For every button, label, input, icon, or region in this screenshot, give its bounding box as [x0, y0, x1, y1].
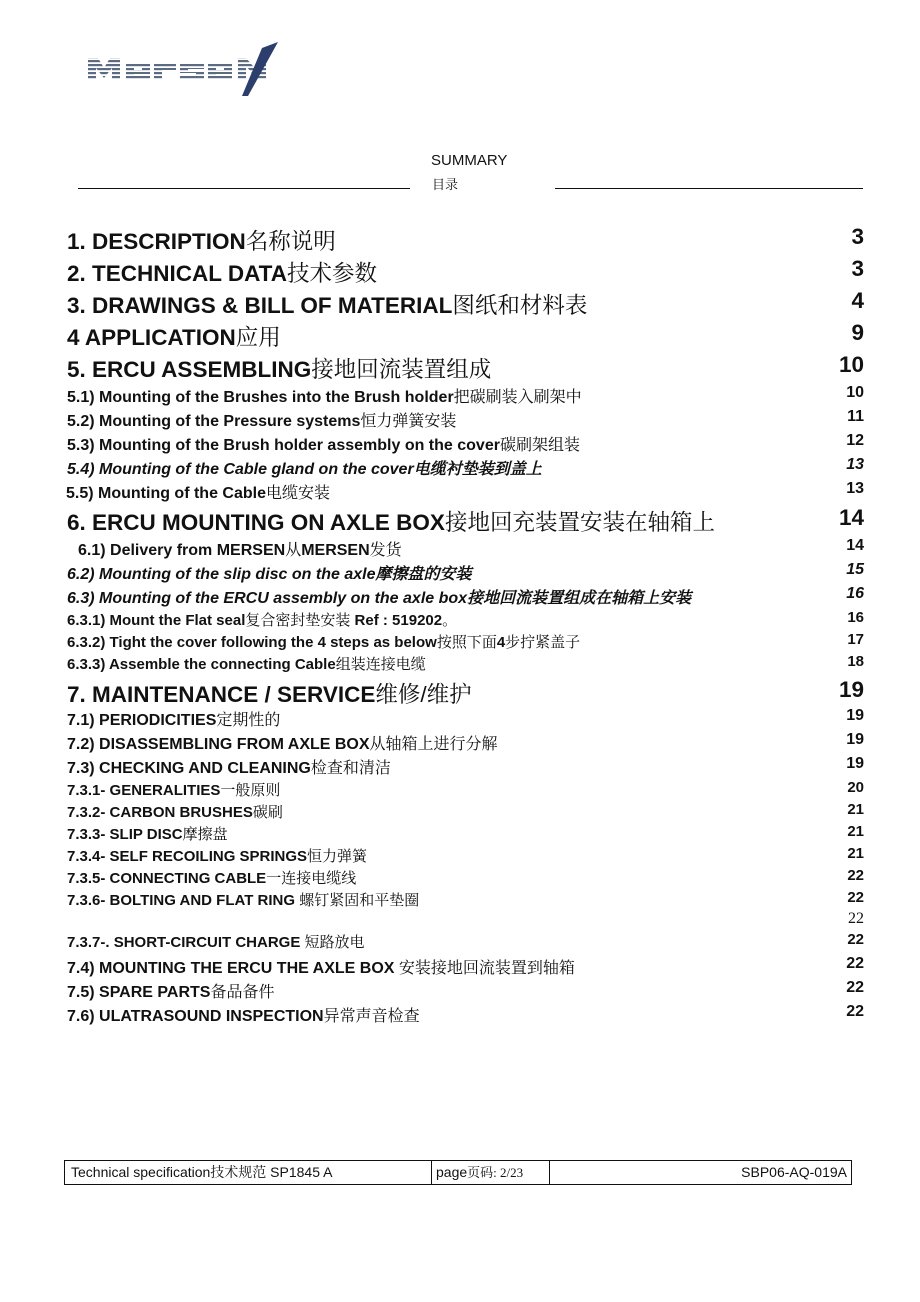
toc-entry-title: [67, 585, 691, 608]
toc-entry-page: 3: [851, 224, 864, 249]
toc-entry-title-en: 7.5) SPARE PARTS: [67, 984, 211, 1001]
toc-entry-page: 17: [847, 631, 864, 648]
toc-entry-title-en: 6. ERCU MOUNTING ON AXLE BOX: [67, 510, 445, 535]
toc-entry-page: 14: [838, 505, 864, 530]
toc-entry-title-en: MERSEN: [301, 542, 370, 559]
toc-entry-title-en: 7.3.4- SELF RECOILING SPRINGS: [67, 848, 308, 865]
toc-entry-title: [67, 955, 575, 978]
toc-entry-page: 16: [846, 585, 864, 602]
toc-entry-title-en: 5.4) Mounting of the Cable gland on the cover: [67, 461, 414, 478]
toc-entry-title: [67, 384, 582, 407]
toc-entry-title-en: 7. MAINTENANCE / SERVICE: [67, 682, 376, 707]
toc-entry-title-zh: 碳刷: [252, 804, 283, 821]
toc-entry-title-zh: 接地回充装置安装在轴箱上: [444, 510, 715, 535]
toc-entry-page: 22: [846, 1003, 864, 1020]
toc-entry-title-en: 5.3) Mounting of the Brush holder assembly on the cover: [67, 437, 500, 454]
toc-entry-title-zh: 定期性的: [216, 712, 281, 729]
toc-entry-title: [66, 480, 330, 503]
toc-entry-title-en: 6.3.1) Mount the Flat seal: [67, 612, 246, 629]
toc-entry-title-zh: 安装接地回流装置到轴箱: [398, 960, 575, 977]
toc-entry-title-zh: 碳刷架组装: [499, 437, 580, 454]
toc-entry-title-zh: 一连接电缆线: [266, 870, 357, 887]
toc-entry-title-zh: 按照下面: [436, 634, 497, 651]
toc-entry-title: [67, 1003, 420, 1026]
toc-entry-title-zh: 发货: [369, 542, 402, 559]
footer-page-en: page: [436, 1164, 468, 1180]
toc-entry-title: [67, 408, 456, 431]
toc-entry-title: [67, 677, 472, 709]
toc-entry-title-zh: 图纸和材料表: [452, 293, 588, 318]
toc-entry-title-en: 5. ERCU ASSEMBLING: [67, 357, 312, 382]
stray-page-number: 22: [848, 910, 864, 927]
toc-entry-title-en: 6.3) Mounting of the ERCU assembly on the axle box: [67, 590, 468, 607]
toc-entry-page: 18: [847, 653, 864, 670]
toc-entry-page: 19: [846, 707, 864, 724]
footer-spec-code: SP1845 A: [266, 1164, 333, 1180]
toc-entry-title-zh: 组装连接电缆: [335, 656, 426, 673]
toc-entry-title-en: 4 APPLICATION: [67, 325, 236, 350]
footer-page-zh: 页码: [467, 1165, 494, 1180]
toc-entry-title-zh: 接地回流装置组成: [311, 357, 492, 382]
toc-entry-title: [67, 631, 580, 652]
toc-entry-title-en: 6.2) Mounting of the slip disc on the axle: [67, 566, 376, 583]
toc-entry-page: 22: [846, 979, 864, 996]
toc-entry-title: [78, 537, 402, 560]
toc-entry-title-en: 7.3.7-. SHORT-CIRCUIT CHARGE: [67, 934, 305, 951]
toc-entry-page: 12: [846, 432, 864, 449]
toc-entry-title-zh: 复合密封垫安装: [245, 612, 351, 629]
toc-entry-title-zh: 步拧紧盖子: [505, 634, 581, 651]
toc-entry-page: 22: [847, 931, 864, 948]
footer-spec-zh: 技术规范: [210, 1164, 267, 1180]
toc-entry-title-zh: 。: [442, 612, 458, 629]
toc-entry-title-en: 7.1) PERIODICITIES: [67, 712, 217, 729]
toc-entry-title-en: 6.1) Delivery from MERSEN: [78, 542, 286, 559]
toc-entry-page: 21: [847, 823, 864, 840]
toc-entry-page: 21: [847, 845, 864, 862]
toc-entry-title-en: 7.6) ULATRASOUND INSPECTION: [67, 1008, 324, 1025]
toc-entry-title-zh: 名称说明: [245, 229, 336, 254]
toc-entry-page: 20: [847, 779, 864, 796]
toc-entry-title: [67, 224, 336, 256]
toc-entry-title-en: 7.2) DISASSEMBLING FROM AXLE BOX: [67, 736, 370, 753]
toc-entry-page: 13: [846, 456, 864, 473]
toc-entry-title-zh: 接地回流装置组成在轴箱上安装: [467, 590, 692, 607]
toc-entry-title-en: 4: [496, 634, 506, 651]
toc-entry-title-en: 7.4) MOUNTING THE ERCU THE AXLE BOX: [67, 960, 399, 977]
toc-entry-title-zh: 备品备件: [210, 984, 275, 1001]
toc-entry-page: 15: [846, 561, 864, 578]
toc-entry-page: 21: [847, 801, 864, 818]
toc-entry-page: 22: [847, 867, 864, 884]
toc-entry-title-zh: 摩擦盘的安装: [375, 566, 472, 583]
toc-entry-title-en: 6.3.3) Assemble the connecting Cable: [67, 656, 336, 673]
toc-entry-title: [67, 432, 580, 455]
toc-entry-page: 13: [846, 480, 864, 497]
toc-entry-title-en: 5.1) Mounting of the Brushes into the Brush holder: [67, 389, 454, 406]
toc-entry-title-zh: 摩擦盘: [182, 826, 228, 843]
footer-page-num: : 2/23: [493, 1165, 524, 1180]
toc-entry-page: 22: [846, 955, 864, 972]
toc-entry-title-en: 7.3.5- CONNECTING CABLE: [67, 870, 267, 887]
toc-entry-title: [67, 779, 280, 800]
toc-entry-title: [67, 931, 365, 952]
toc-entry-title-zh: 恒力弹簧: [307, 848, 368, 865]
toc-entry-page: 19: [846, 755, 864, 772]
toc-entry-title-en: 7.3.3- SLIP DISC: [67, 826, 183, 843]
toc-entry-title: [67, 456, 542, 479]
toc-entry-title-en: 7.3) CHECKING AND CLEANING: [67, 760, 311, 777]
toc-entry-title-en: 1. DESCRIPTION: [67, 229, 246, 254]
toc-entry-title: [67, 731, 498, 754]
toc-entry-title: [67, 561, 471, 584]
toc-entry-page: 10: [846, 384, 864, 401]
toc-entry-title-en: 5.5) Mounting of the Cable: [66, 485, 266, 502]
page-footer: [64, 1160, 852, 1185]
toc-entry-title-zh: 维修/维护: [375, 682, 472, 707]
toc-entry-title-zh: 螺钉紧固和平垫圈: [299, 892, 420, 909]
toc-entry-title-zh: 异常声音检查: [323, 1008, 420, 1025]
toc-entry-page: 10: [838, 352, 864, 377]
toc-entry-title: [67, 352, 491, 384]
toc-entry-title-en: 5.2) Mounting of the Pressure systems: [67, 413, 361, 430]
toc-entry-title: [67, 889, 419, 910]
summary-subtitle: 目录: [432, 177, 459, 192]
toc-entry-title: [67, 653, 426, 674]
toc-entry-title-zh: 检查和清洁: [310, 760, 391, 777]
toc-entry-title-en: Ref : 519202: [350, 612, 443, 629]
toc-entry-title: [67, 979, 274, 1002]
toc-entry-title: [67, 823, 228, 844]
toc-entry-page: 14: [846, 537, 864, 554]
toc-entry-title-zh: 从: [285, 542, 302, 559]
footer-doc-ref: SBP06-AQ-019A: [741, 1164, 847, 1180]
toc-entry-title-en: 7.3.2- CARBON BRUSHES: [67, 804, 253, 821]
toc-entry-page: 19: [846, 731, 864, 748]
toc-entry-page: 22: [847, 889, 864, 906]
toc-entry-title-zh: 从轴箱上进行分解: [369, 736, 498, 753]
toc-entry-title-zh: 技术参数: [287, 261, 378, 286]
summary-title: SUMMARY: [431, 152, 508, 169]
toc-entry-title-zh: 应用: [235, 325, 281, 350]
toc-entry-title-zh: 恒力弹簧安装: [360, 413, 457, 430]
toc-entry-page: 4: [851, 288, 864, 313]
toc-entry-title-en: 3. DRAWINGS & BILL OF MATERIAL: [67, 293, 453, 318]
toc-entry-title: [67, 288, 587, 320]
toc-entry-title: [67, 320, 281, 352]
toc-entry-title-zh: 电缆安装: [266, 485, 331, 502]
toc-entry-title-en: 2. TECHNICAL DATA: [67, 261, 288, 286]
toc-entry-title: [67, 867, 356, 888]
toc-entry-title: [67, 609, 457, 630]
toc-entry-title: [67, 707, 280, 730]
toc-entry-page: 3: [851, 256, 864, 281]
toc-entry-page: 9: [851, 320, 864, 345]
toc-entry-page: 11: [847, 408, 864, 425]
toc-entry-title-en: 6.3.2) Tight the cover following the 4 steps as below: [67, 634, 437, 651]
toc-entry-title-zh: 电缆衬垫装到盖上: [413, 461, 542, 478]
toc-entry-title-zh: 一般原则: [220, 782, 281, 799]
toc-entry-page: 16: [847, 609, 864, 626]
toc-entry-title: [67, 845, 367, 866]
toc-entry-title-en: 7.3.6- BOLTING AND FLAT RING: [67, 892, 300, 909]
toc-entry-title-en: 7.3.1- GENERALITIES: [67, 782, 221, 799]
toc-entry-title: [67, 801, 283, 822]
toc-entry-title: [67, 505, 715, 537]
toc-entry-title: [67, 755, 391, 778]
toc-entry-title: [67, 256, 377, 288]
footer-spec-en: Technical specification: [71, 1164, 211, 1180]
footer-spec-cell: [65, 1161, 432, 1184]
toc-entry-title-zh: 短路放电: [304, 934, 365, 951]
footer-page-cell: [432, 1161, 550, 1184]
toc-entry-title-zh: 把碳刷装入刷架中: [453, 389, 582, 406]
toc-entry-page: 19: [838, 677, 864, 702]
